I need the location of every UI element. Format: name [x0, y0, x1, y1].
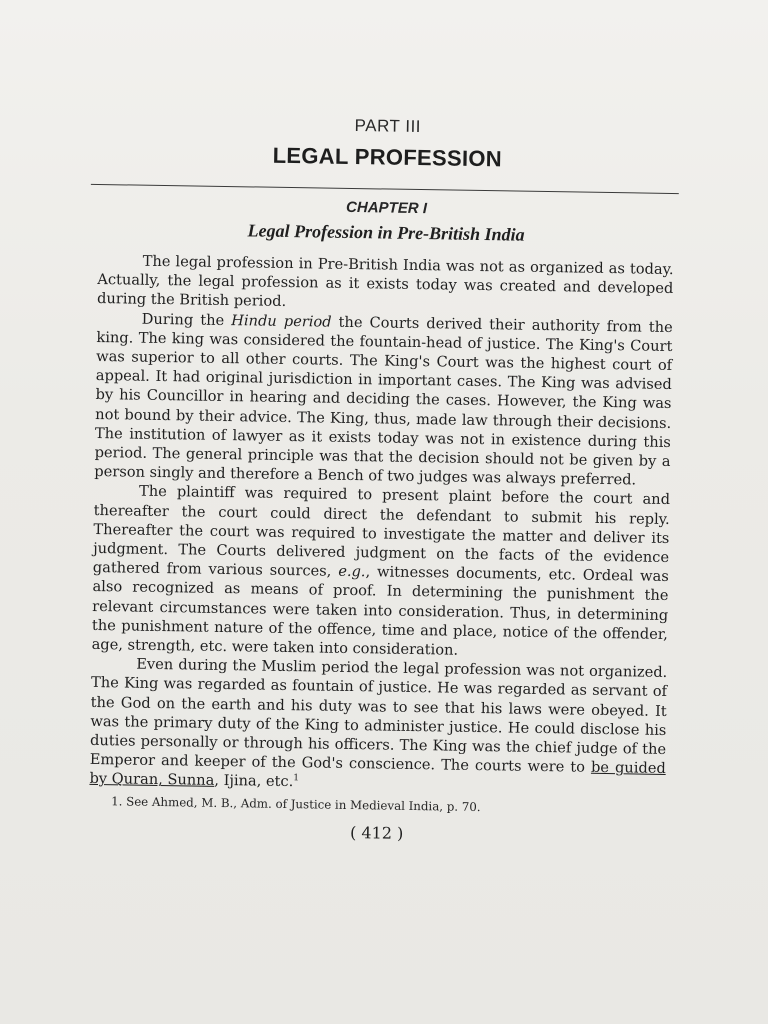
paragraph-1-text: The legal profession in Pre-British India was not as organized as today. Actually, the legal profession as it exists today was created and developed during the British period. [96, 252, 674, 311]
underlined-phrase: be guided by Quran, Sunna [89, 759, 666, 790]
paragraph-4-start: Even during the Muslim period the legal profession was not organized. The King was regarded as fountain of justice. He was regarded as servant of the God on the earth and his duty was to see that his laws were obeyed. It was the primary duty of the King to administer justice. He could disclose his duties personally or through his officers. The King was the chief judge of the Emperor and keeper of the God's conscience. The courts were to [89, 655, 668, 777]
footnote-marker: 1 [293, 773, 300, 784]
hindu-period-italic: Hindu period [231, 311, 332, 331]
page-content [89, 112, 676, 847]
paragraph-2-rest: the Courts derived their authority from the king. The king was considered the fountain-head of justice. The King's Court was superior to all other courts. The King's Court was the highest court of appeal. It had original jurisdiction in important cases. The King was advised by his Councillor in hearing and deciding the cases. However, the King was not bound by their advice. The King, thus, made law through their decisions. The institution of lawyer as it exists today was not in existence during this period. The general principle was that the decision should not be given by a person singly and therefore a Bench of two judges was always preferred. [94, 313, 673, 489]
paragraph-4-end: , Ijina, etc. [214, 772, 294, 791]
paragraph-3-start: The plaintiff was required to present plaint before the court and thereafter the court could direct the defendant to submit his reply. Thereafter the court was required to investigate the matter and deliver its judgment. The Courts delivered judgment on the facts of the evidence gathered from various sources, [92, 483, 671, 581]
paragraph-2-start: During the [141, 310, 232, 329]
horizontal-rule [91, 184, 679, 194]
part-title: LEGAL PROFESSION [272, 142, 503, 172]
chapter-title: Legal Profession in Pre-British India [247, 220, 525, 245]
paragraph-2 [94, 309, 673, 491]
paragraph-4 [89, 654, 667, 797]
paragraph-3 [91, 481, 670, 663]
footnote: 1. See Ahmed, M. B., Adm. of Justice in Medieval India, p. 70. [111, 793, 481, 814]
chapter-label: CHAPTER I [345, 198, 428, 218]
part-label: PART III [354, 116, 422, 137]
paragraph-3-rest: , witnesses documents, etc. Ordeal was also recognized as means of proof. In determining the punishment the relevant circumstances were taken into consideration. Thus, in determining the punishment nature of the offence, time and place, notice of the offender, age, strength, etc. were taken into consideration. [91, 563, 669, 659]
paragraph-1 [97, 251, 674, 318]
eg-italic: e.g. [338, 563, 366, 581]
page-number: ( 412 ) [349, 822, 404, 843]
